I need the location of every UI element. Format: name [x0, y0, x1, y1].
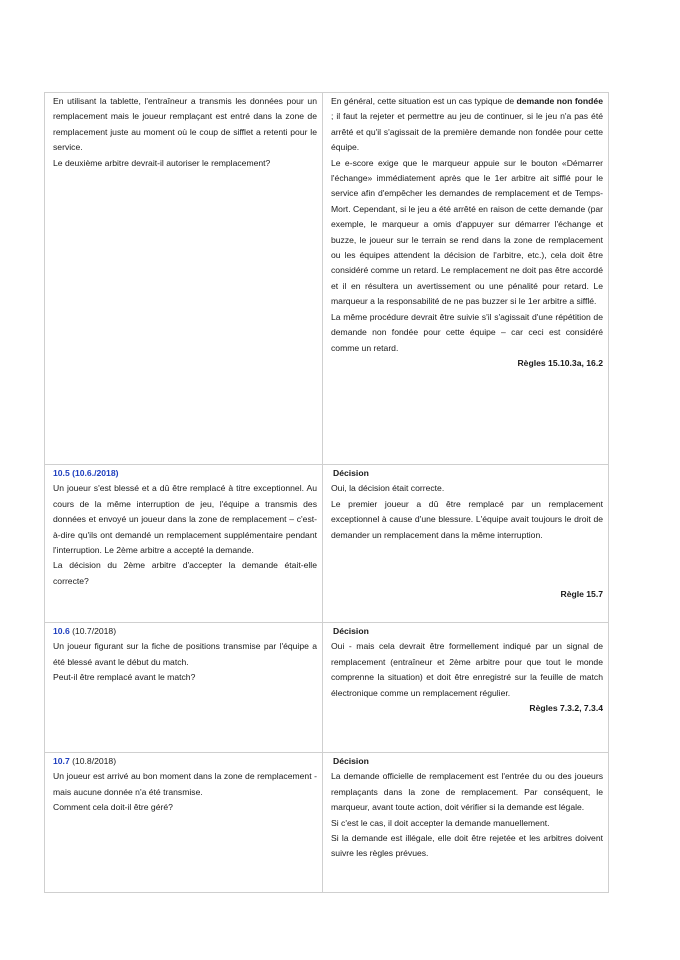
- answer-text: Oui - mais cela devrait être formellement indiqué par un signal de remplacement (entraîneur et 2ème arbitre pour que tout le monde comprenne la situation) et doit être enregistré sur la feuille de match électronique comme un remplacement régulier.: [331, 641, 603, 698]
- rules-reference: Règles 15.10.3a, 16.2: [517, 357, 603, 368]
- answer-text: Le premier joueur a dû être remplacé par un remplacement exceptionnel à cause d'une blessure. L'équipe avait toujours le droit de demander un remplacement dans la même interruption.: [331, 498, 603, 540]
- question-cell: [45, 753, 323, 893]
- answer-text: En général, cette situation est un cas typique de demande non fondée ; il faut la rejeter et permettre au jeu de continuer, si le jeu n'a pas été arrêté et qu'il s'agissait de la première demande non fondée pour cette équipe.: [331, 96, 603, 153]
- question-cell: [45, 465, 323, 623]
- case-row: [45, 753, 609, 893]
- rules-reference: Règle 15.7: [560, 589, 603, 600]
- case-row: [45, 465, 609, 623]
- question-cell: [45, 93, 323, 465]
- question-text: Un joueur figurant sur la fiche de positions transmise par l'équipe a été blessé avant le début du match.: [53, 641, 317, 667]
- question-text: Un joueur s'est blessé et a dû être remplacé à titre exceptionnel. Au cours de la même interruption de jeu, l'équipe a transmis des données et envoyé un joueur dans la zone de remplacement – c'est-à-dire qu'ils ont demandé un remplacement supplémentaire pendant l'interruption. Le 2ème arbitre a accepté la demande.: [53, 483, 317, 556]
- case-row: [45, 623, 609, 753]
- question-cell: [45, 623, 323, 753]
- rules-reference: Règles 7.3.2, 7.3.4: [529, 703, 603, 714]
- answer-text: La même procédure devrait être suivie s'il s'agissait d'une répétition de demande non fondée pour cette équipe – car ceci est considéré comme un retard.: [331, 311, 603, 353]
- document-page: [44, 92, 603, 893]
- answer-text: Oui, la décision était correcte.: [331, 483, 445, 494]
- question-text: Le deuxième arbitre devrait-il autoriser le remplacement?: [53, 157, 271, 168]
- answer-text: Si la demande est illégale, elle doit être rejetée et les arbitres doivent suivre les règles prévues.: [331, 833, 603, 859]
- answer-text: La demande officielle de remplacement est l'entrée du ou des joueurs remplaçants dans la zone de remplacement. Par conséquent, le marqueur, avant toute action, doit vérifier si la demande est légale.: [331, 771, 603, 813]
- answer-cell: [323, 93, 609, 465]
- case-number: 10.6 (10.7/2018): [53, 626, 117, 636]
- answer-cell: [323, 623, 609, 753]
- answer-cell: [323, 465, 609, 623]
- decision-label: Décision: [333, 626, 369, 636]
- question-text: En utilisant la tablette, l'entraîneur a transmis les données pour un remplacement mais le joueur remplaçant est entré dans la zone de remplacement juste au moment où le coup de sifflet a retenti pour le service.: [53, 96, 317, 153]
- decision-label: Décision: [333, 756, 369, 766]
- emphasis-text: demande non fondée: [516, 96, 603, 106]
- cases-table: [44, 92, 609, 893]
- question-text: La décision du 2ème arbitre d'accepter la demande était-elle correcte?: [53, 560, 317, 586]
- decision-label: Décision: [333, 468, 369, 478]
- question-text: Peut-il être remplacé avant le match?: [53, 672, 196, 683]
- case-number: 10.7 (10.8/2018): [53, 756, 117, 766]
- question-text: Comment cela doit-il être géré?: [53, 802, 173, 813]
- case-number: 10.5 (10.6./2018): [53, 468, 119, 478]
- question-text: Un joueur est arrivé au bon moment dans la zone de remplacement - mais aucune donnée n'a été transmise.: [53, 771, 317, 797]
- case-row: [45, 93, 609, 465]
- answer-cell: [323, 753, 609, 893]
- answer-text: Le e-score exige que le marqueur appuie sur le bouton «Démarrer l'échange» immédiatement après que le 1er arbitre ait sifflé pour le service afin d'empêcher les demandes de remplacement et de Temps-Mort. Cependant, si le jeu a été arrêté en raison de cette demande (par exemple, le marqueur a omis d'appuyer sur démarrer l'échange et buzze, le joueur sur le terrain se rend dans la zone de remplacement ou les équipes attendent la décision de l'arbitre, etc.), cela doit être considéré comme un retard. Le remplacement ne doit pas être accordé et il en résultera un avertissement ou une pénalité pour retard. Le marqueur a la responsabilité de ne pas buzzer si le 1er arbitre a sifflé.: [331, 157, 603, 307]
- answer-text: Si c'est le cas, il doit accepter la demande manuellement.: [331, 817, 550, 828]
